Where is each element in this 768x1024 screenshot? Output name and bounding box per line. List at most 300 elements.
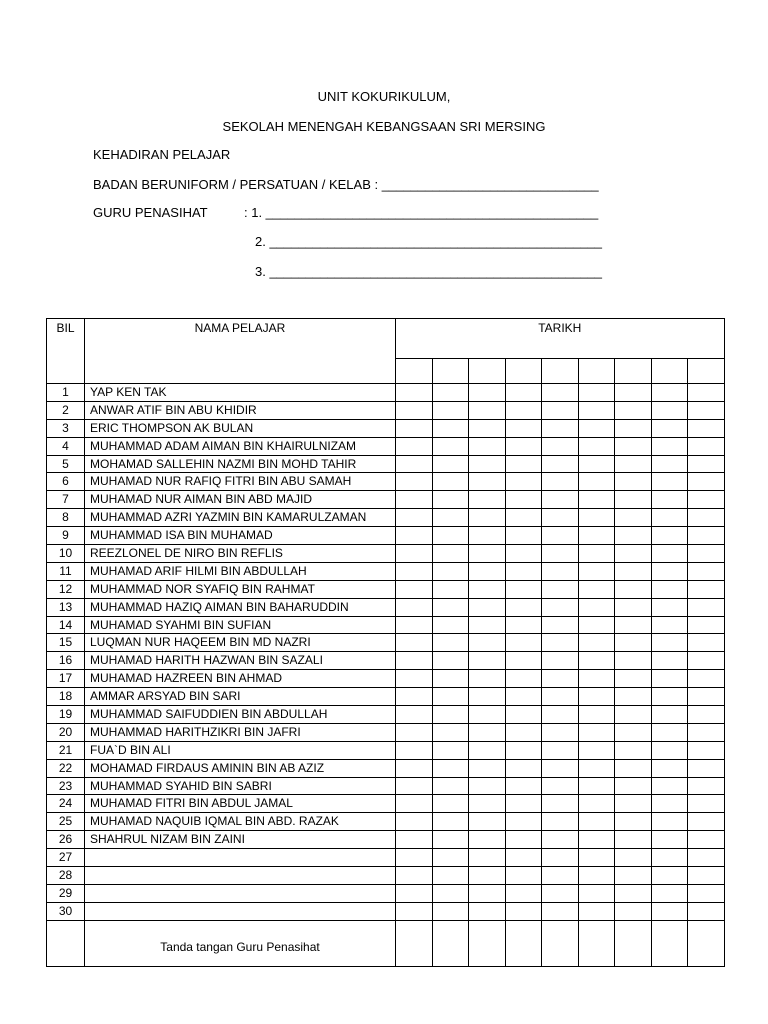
attendance-cell[interactable] bbox=[469, 419, 506, 437]
student-name: MOHAMAD FIRDAUS AMININ BIN AB AZIZ bbox=[85, 759, 396, 777]
attendance-cell[interactable] bbox=[615, 545, 652, 563]
attendance-cell[interactable] bbox=[396, 580, 433, 598]
attendance-cell[interactable] bbox=[578, 437, 615, 455]
attendance-cell[interactable] bbox=[651, 831, 688, 849]
attendance-cell[interactable] bbox=[469, 867, 506, 885]
attendance-cell[interactable] bbox=[542, 634, 579, 652]
attendance-cell[interactable] bbox=[505, 634, 542, 652]
date-column-cell[interactable] bbox=[651, 359, 688, 384]
attendance-cell[interactable] bbox=[578, 509, 615, 527]
attendance-cell[interactable] bbox=[688, 706, 725, 724]
attendance-cell[interactable] bbox=[688, 419, 725, 437]
attendance-cell[interactable] bbox=[542, 384, 579, 402]
attendance-cell[interactable] bbox=[505, 598, 542, 616]
attendance-cell[interactable] bbox=[542, 491, 579, 509]
attendance-cell[interactable] bbox=[542, 670, 579, 688]
attendance-cell[interactable] bbox=[615, 616, 652, 634]
attendance-cell[interactable] bbox=[542, 473, 579, 491]
attendance-cell[interactable] bbox=[542, 455, 579, 473]
attendance-cell[interactable] bbox=[469, 759, 506, 777]
attendance-cell[interactable] bbox=[432, 813, 469, 831]
attendance-cell[interactable] bbox=[432, 902, 469, 920]
attendance-cell[interactable] bbox=[688, 437, 725, 455]
attendance-cell[interactable] bbox=[432, 401, 469, 419]
row-number: 14 bbox=[47, 616, 85, 634]
attendance-cell[interactable] bbox=[578, 884, 615, 902]
attendance-cell[interactable] bbox=[578, 634, 615, 652]
attendance-cell[interactable] bbox=[396, 634, 433, 652]
attendance-cell[interactable] bbox=[396, 473, 433, 491]
attendance-cell[interactable] bbox=[688, 795, 725, 813]
attendance-cell[interactable] bbox=[469, 545, 506, 563]
signature-cell[interactable] bbox=[396, 920, 433, 966]
attendance-cell[interactable] bbox=[651, 688, 688, 706]
attendance-cell[interactable] bbox=[578, 401, 615, 419]
attendance-cell[interactable] bbox=[578, 527, 615, 545]
attendance-cell[interactable] bbox=[578, 867, 615, 885]
attendance-cell[interactable] bbox=[615, 723, 652, 741]
attendance-cell[interactable] bbox=[688, 455, 725, 473]
date-column-cell[interactable] bbox=[578, 359, 615, 384]
attendance-cell[interactable] bbox=[615, 473, 652, 491]
attendance-cell[interactable] bbox=[505, 706, 542, 724]
signature-cell[interactable] bbox=[688, 920, 725, 966]
attendance-cell[interactable] bbox=[615, 634, 652, 652]
attendance-cell[interactable] bbox=[615, 437, 652, 455]
attendance-cell[interactable] bbox=[432, 616, 469, 634]
attendance-cell[interactable] bbox=[578, 419, 615, 437]
attendance-cell[interactable] bbox=[432, 795, 469, 813]
attendance-cell[interactable] bbox=[469, 634, 506, 652]
attendance-cell[interactable] bbox=[396, 509, 433, 527]
attendance-cell[interactable] bbox=[505, 545, 542, 563]
attendance-cell[interactable] bbox=[651, 813, 688, 831]
attendance-cell[interactable] bbox=[542, 884, 579, 902]
attendance-cell[interactable] bbox=[432, 384, 469, 402]
student-name: MUHAMAD SYAHMI BIN SUFIAN bbox=[85, 616, 396, 634]
attendance-cell[interactable] bbox=[688, 616, 725, 634]
attendance-cell[interactable] bbox=[578, 777, 615, 795]
attendance-cell[interactable] bbox=[396, 688, 433, 706]
attendance-cell[interactable] bbox=[578, 384, 615, 402]
attendance-cell[interactable] bbox=[396, 741, 433, 759]
signature-cell[interactable] bbox=[578, 920, 615, 966]
attendance-cell[interactable] bbox=[578, 759, 615, 777]
attendance-cell[interactable] bbox=[505, 562, 542, 580]
attendance-cell[interactable] bbox=[651, 902, 688, 920]
attendance-cell[interactable] bbox=[615, 706, 652, 724]
attendance-cell[interactable] bbox=[615, 813, 652, 831]
attendance-cell[interactable] bbox=[688, 401, 725, 419]
attendance-cell[interactable] bbox=[469, 849, 506, 867]
attendance-cell[interactable] bbox=[469, 688, 506, 706]
attendance-cell[interactable] bbox=[542, 401, 579, 419]
signature-cell[interactable] bbox=[615, 920, 652, 966]
attendance-cell[interactable] bbox=[396, 401, 433, 419]
attendance-cell[interactable] bbox=[505, 473, 542, 491]
attendance-cell[interactable] bbox=[432, 759, 469, 777]
attendance-cell[interactable] bbox=[432, 580, 469, 598]
attendance-cell[interactable] bbox=[396, 545, 433, 563]
attendance-cell[interactable] bbox=[578, 670, 615, 688]
attendance-cell[interactable] bbox=[542, 437, 579, 455]
attendance-cell[interactable] bbox=[505, 795, 542, 813]
date-column-cell[interactable] bbox=[542, 359, 579, 384]
attendance-cell[interactable] bbox=[505, 741, 542, 759]
attendance-cell[interactable] bbox=[396, 527, 433, 545]
attendance-cell[interactable] bbox=[615, 384, 652, 402]
attendance-cell[interactable] bbox=[469, 616, 506, 634]
attendance-cell[interactable] bbox=[688, 884, 725, 902]
attendance-cell[interactable] bbox=[578, 473, 615, 491]
attendance-cell[interactable] bbox=[578, 455, 615, 473]
date-column-cell[interactable] bbox=[432, 359, 469, 384]
attendance-cell[interactable] bbox=[688, 741, 725, 759]
attendance-cell[interactable] bbox=[432, 419, 469, 437]
attendance-cell[interactable] bbox=[578, 545, 615, 563]
attendance-cell[interactable] bbox=[651, 670, 688, 688]
attendance-cell[interactable] bbox=[469, 437, 506, 455]
attendance-cell[interactable] bbox=[688, 759, 725, 777]
attendance-cell[interactable] bbox=[432, 598, 469, 616]
attendance-cell[interactable] bbox=[396, 562, 433, 580]
attendance-cell[interactable] bbox=[615, 580, 652, 598]
attendance-cell[interactable] bbox=[578, 491, 615, 509]
attendance-cell[interactable] bbox=[688, 598, 725, 616]
signature-cell[interactable] bbox=[542, 920, 579, 966]
attendance-cell[interactable] bbox=[505, 723, 542, 741]
attendance-cell[interactable] bbox=[469, 813, 506, 831]
attendance-cell[interactable] bbox=[615, 777, 652, 795]
attendance-cell[interactable] bbox=[432, 473, 469, 491]
attendance-cell[interactable] bbox=[505, 867, 542, 885]
attendance-cell[interactable] bbox=[615, 849, 652, 867]
attendance-cell[interactable] bbox=[505, 455, 542, 473]
attendance-cell[interactable] bbox=[615, 562, 652, 580]
row-number: 25 bbox=[47, 813, 85, 831]
attendance-cell[interactable] bbox=[651, 634, 688, 652]
attendance-cell[interactable] bbox=[578, 688, 615, 706]
attendance-cell[interactable] bbox=[469, 652, 506, 670]
attendance-cell[interactable] bbox=[615, 491, 652, 509]
attendance-cell[interactable] bbox=[578, 580, 615, 598]
attendance-cell[interactable] bbox=[688, 384, 725, 402]
attendance-cell[interactable] bbox=[688, 491, 725, 509]
attendance-cell[interactable] bbox=[651, 419, 688, 437]
attendance-cell[interactable] bbox=[396, 598, 433, 616]
attendance-cell[interactable] bbox=[615, 884, 652, 902]
attendance-cell[interactable] bbox=[542, 527, 579, 545]
attendance-cell[interactable] bbox=[688, 473, 725, 491]
attendance-cell[interactable] bbox=[578, 813, 615, 831]
attendance-cell[interactable] bbox=[651, 455, 688, 473]
attendance-cell[interactable] bbox=[651, 527, 688, 545]
attendance-cell[interactable] bbox=[688, 688, 725, 706]
attendance-cell[interactable] bbox=[432, 634, 469, 652]
attendance-cell[interactable] bbox=[432, 831, 469, 849]
attendance-cell[interactable] bbox=[651, 795, 688, 813]
attendance-cell[interactable] bbox=[396, 616, 433, 634]
attendance-cell[interactable] bbox=[651, 491, 688, 509]
attendance-cell[interactable] bbox=[688, 509, 725, 527]
attendance-cell[interactable] bbox=[396, 867, 433, 885]
date-column-cell[interactable] bbox=[396, 359, 433, 384]
attendance-cell[interactable] bbox=[578, 616, 615, 634]
attendance-cell[interactable] bbox=[396, 652, 433, 670]
attendance-cell[interactable] bbox=[542, 562, 579, 580]
table-row bbox=[47, 849, 725, 867]
attendance-cell[interactable] bbox=[651, 545, 688, 563]
attendance-cell[interactable] bbox=[469, 598, 506, 616]
attendance-cell[interactable] bbox=[651, 884, 688, 902]
attendance-cell[interactable] bbox=[432, 545, 469, 563]
attendance-cell[interactable] bbox=[542, 688, 579, 706]
date-column-cell[interactable] bbox=[505, 359, 542, 384]
attendance-cell[interactable] bbox=[396, 795, 433, 813]
attendance-cell[interactable] bbox=[396, 831, 433, 849]
attendance-cell[interactable] bbox=[505, 849, 542, 867]
attendance-cell[interactable] bbox=[578, 562, 615, 580]
attendance-cell[interactable] bbox=[469, 527, 506, 545]
attendance-cell[interactable] bbox=[432, 688, 469, 706]
attendance-cell[interactable] bbox=[651, 509, 688, 527]
table-row bbox=[47, 455, 725, 473]
attendance-cell[interactable] bbox=[432, 652, 469, 670]
signature-cell[interactable] bbox=[651, 920, 688, 966]
attendance-cell[interactable] bbox=[578, 741, 615, 759]
attendance-cell[interactable] bbox=[505, 527, 542, 545]
attendance-cell[interactable] bbox=[396, 384, 433, 402]
date-column-cell[interactable] bbox=[688, 359, 725, 384]
attendance-cell[interactable] bbox=[469, 741, 506, 759]
attendance-cell[interactable] bbox=[432, 437, 469, 455]
attendance-cell[interactable] bbox=[505, 616, 542, 634]
attendance-cell[interactable] bbox=[505, 902, 542, 920]
row-number: 6 bbox=[47, 473, 85, 491]
attendance-cell[interactable] bbox=[469, 455, 506, 473]
attendance-cell[interactable] bbox=[432, 741, 469, 759]
attendance-cell[interactable] bbox=[469, 831, 506, 849]
attendance-cell[interactable] bbox=[578, 795, 615, 813]
attendance-cell[interactable] bbox=[432, 867, 469, 885]
attendance-cell[interactable] bbox=[615, 419, 652, 437]
attendance-cell[interactable] bbox=[688, 670, 725, 688]
attendance-cell[interactable] bbox=[505, 491, 542, 509]
attendance-cell[interactable] bbox=[505, 670, 542, 688]
attendance-cell[interactable] bbox=[505, 759, 542, 777]
attendance-cell[interactable] bbox=[615, 688, 652, 706]
attendance-cell[interactable] bbox=[688, 580, 725, 598]
attendance-cell[interactable] bbox=[505, 419, 542, 437]
attendance-cell[interactable] bbox=[651, 652, 688, 670]
attendance-cell[interactable] bbox=[688, 634, 725, 652]
attendance-cell[interactable] bbox=[432, 562, 469, 580]
attendance-cell[interactable] bbox=[469, 902, 506, 920]
attendance-cell[interactable] bbox=[469, 795, 506, 813]
attendance-cell[interactable] bbox=[615, 509, 652, 527]
attendance-cell[interactable] bbox=[615, 759, 652, 777]
attendance-cell[interactable] bbox=[651, 759, 688, 777]
attendance-cell[interactable] bbox=[651, 777, 688, 795]
attendance-cell[interactable] bbox=[542, 759, 579, 777]
attendance-cell[interactable] bbox=[396, 723, 433, 741]
attendance-cell[interactable] bbox=[542, 598, 579, 616]
attendance-cell[interactable] bbox=[578, 849, 615, 867]
attendance-cell[interactable] bbox=[396, 777, 433, 795]
attendance-cell[interactable] bbox=[615, 902, 652, 920]
attendance-cell[interactable] bbox=[651, 598, 688, 616]
attendance-cell[interactable] bbox=[688, 902, 725, 920]
attendance-cell[interactable] bbox=[505, 813, 542, 831]
attendance-cell[interactable] bbox=[615, 652, 652, 670]
attendance-cell[interactable] bbox=[469, 670, 506, 688]
attendance-cell[interactable] bbox=[578, 706, 615, 724]
attendance-cell[interactable] bbox=[432, 777, 469, 795]
date-column-cell[interactable] bbox=[615, 359, 652, 384]
attendance-cell[interactable] bbox=[469, 473, 506, 491]
attendance-cell[interactable] bbox=[505, 401, 542, 419]
attendance-cell[interactable] bbox=[469, 384, 506, 402]
student-name: MUHAMAD FITRI BIN ABDUL JAMAL bbox=[85, 795, 396, 813]
attendance-cell[interactable] bbox=[651, 384, 688, 402]
attendance-cell[interactable] bbox=[396, 419, 433, 437]
attendance-cell[interactable] bbox=[688, 652, 725, 670]
attendance-cell[interactable] bbox=[651, 706, 688, 724]
attendance-cell[interactable] bbox=[505, 384, 542, 402]
attendance-cell[interactable] bbox=[688, 527, 725, 545]
attendance-cell[interactable] bbox=[432, 849, 469, 867]
attendance-cell[interactable] bbox=[688, 777, 725, 795]
attendance-cell[interactable] bbox=[651, 562, 688, 580]
attendance-cell[interactable] bbox=[651, 473, 688, 491]
attendance-cell[interactable] bbox=[542, 723, 579, 741]
attendance-cell[interactable] bbox=[505, 831, 542, 849]
attendance-cell[interactable] bbox=[432, 723, 469, 741]
student-name: ERIC THOMPSON AK BULAN bbox=[85, 419, 396, 437]
attendance-cell[interactable] bbox=[505, 437, 542, 455]
attendance-cell[interactable] bbox=[688, 831, 725, 849]
attendance-cell[interactable] bbox=[432, 670, 469, 688]
attendance-cell[interactable] bbox=[469, 401, 506, 419]
attendance-cell[interactable] bbox=[615, 401, 652, 419]
attendance-cell[interactable] bbox=[651, 867, 688, 885]
attendance-cell[interactable] bbox=[542, 849, 579, 867]
attendance-cell[interactable] bbox=[396, 813, 433, 831]
attendance-cell[interactable] bbox=[469, 509, 506, 527]
attendance-cell[interactable] bbox=[396, 849, 433, 867]
attendance-cell[interactable] bbox=[469, 723, 506, 741]
attendance-cell[interactable] bbox=[505, 580, 542, 598]
attendance-cell[interactable] bbox=[396, 437, 433, 455]
attendance-cell[interactable] bbox=[688, 849, 725, 867]
attendance-cell[interactable] bbox=[615, 527, 652, 545]
attendance-cell[interactable] bbox=[651, 401, 688, 419]
attendance-cell[interactable] bbox=[542, 902, 579, 920]
attendance-cell[interactable] bbox=[615, 598, 652, 616]
date-column-cell[interactable] bbox=[469, 359, 506, 384]
attendance-cell[interactable] bbox=[432, 706, 469, 724]
attendance-cell[interactable] bbox=[432, 884, 469, 902]
attendance-cell[interactable] bbox=[651, 723, 688, 741]
row-number: 28 bbox=[47, 867, 85, 885]
attendance-cell[interactable] bbox=[542, 545, 579, 563]
attendance-cell[interactable] bbox=[651, 616, 688, 634]
attendance-cell[interactable] bbox=[505, 509, 542, 527]
attendance-cell[interactable] bbox=[396, 670, 433, 688]
attendance-cell[interactable] bbox=[396, 491, 433, 509]
attendance-cell[interactable] bbox=[688, 562, 725, 580]
attendance-cell[interactable] bbox=[396, 706, 433, 724]
attendance-cell[interactable] bbox=[469, 580, 506, 598]
attendance-cell[interactable] bbox=[615, 670, 652, 688]
attendance-cell[interactable] bbox=[615, 831, 652, 849]
attendance-cell[interactable] bbox=[469, 562, 506, 580]
attendance-cell[interactable] bbox=[542, 419, 579, 437]
attendance-cell[interactable] bbox=[578, 652, 615, 670]
attendance-cell[interactable] bbox=[396, 455, 433, 473]
attendance-cell[interactable] bbox=[432, 527, 469, 545]
row-number: 24 bbox=[47, 795, 85, 813]
attendance-cell[interactable] bbox=[469, 706, 506, 724]
attendance-cell[interactable] bbox=[615, 795, 652, 813]
signature-cell[interactable] bbox=[469, 920, 506, 966]
attendance-cell[interactable] bbox=[542, 616, 579, 634]
attendance-cell[interactable] bbox=[505, 688, 542, 706]
attendance-cell[interactable] bbox=[578, 831, 615, 849]
attendance-cell[interactable] bbox=[432, 509, 469, 527]
attendance-cell[interactable] bbox=[432, 455, 469, 473]
signature-cell[interactable] bbox=[505, 920, 542, 966]
signature-cell[interactable] bbox=[432, 920, 469, 966]
attendance-cell[interactable] bbox=[688, 723, 725, 741]
attendance-cell[interactable] bbox=[505, 884, 542, 902]
attendance-cell[interactable] bbox=[469, 777, 506, 795]
attendance-cell[interactable] bbox=[396, 902, 433, 920]
attendance-cell[interactable] bbox=[688, 813, 725, 831]
attendance-cell[interactable] bbox=[432, 491, 469, 509]
attendance-cell[interactable] bbox=[651, 849, 688, 867]
attendance-cell[interactable] bbox=[688, 545, 725, 563]
attendance-cell[interactable] bbox=[615, 741, 652, 759]
attendance-cell[interactable] bbox=[651, 580, 688, 598]
attendance-cell[interactable] bbox=[688, 867, 725, 885]
attendance-cell[interactable] bbox=[542, 580, 579, 598]
attendance-cell[interactable] bbox=[615, 867, 652, 885]
attendance-cell[interactable] bbox=[396, 759, 433, 777]
attendance-cell[interactable] bbox=[542, 509, 579, 527]
attendance-cell[interactable] bbox=[469, 884, 506, 902]
attendance-cell[interactable] bbox=[651, 741, 688, 759]
attendance-cell[interactable] bbox=[542, 867, 579, 885]
attendance-cell[interactable] bbox=[542, 706, 579, 724]
attendance-cell[interactable] bbox=[542, 813, 579, 831]
attendance-cell[interactable] bbox=[542, 795, 579, 813]
attendance-cell[interactable] bbox=[469, 491, 506, 509]
attendance-cell[interactable] bbox=[505, 652, 542, 670]
attendance-cell[interactable] bbox=[578, 723, 615, 741]
attendance-cell[interactable] bbox=[578, 902, 615, 920]
attendance-cell[interactable] bbox=[396, 884, 433, 902]
attendance-cell[interactable] bbox=[542, 831, 579, 849]
attendance-cell[interactable] bbox=[651, 437, 688, 455]
attendance-cell[interactable] bbox=[542, 777, 579, 795]
attendance-cell[interactable] bbox=[542, 741, 579, 759]
attendance-cell[interactable] bbox=[615, 455, 652, 473]
attendance-cell[interactable] bbox=[542, 652, 579, 670]
attendance-cell[interactable] bbox=[578, 598, 615, 616]
student-name: LUQMAN NUR HAQEEM BIN MD NAZRI bbox=[85, 634, 396, 652]
attendance-cell[interactable] bbox=[505, 777, 542, 795]
